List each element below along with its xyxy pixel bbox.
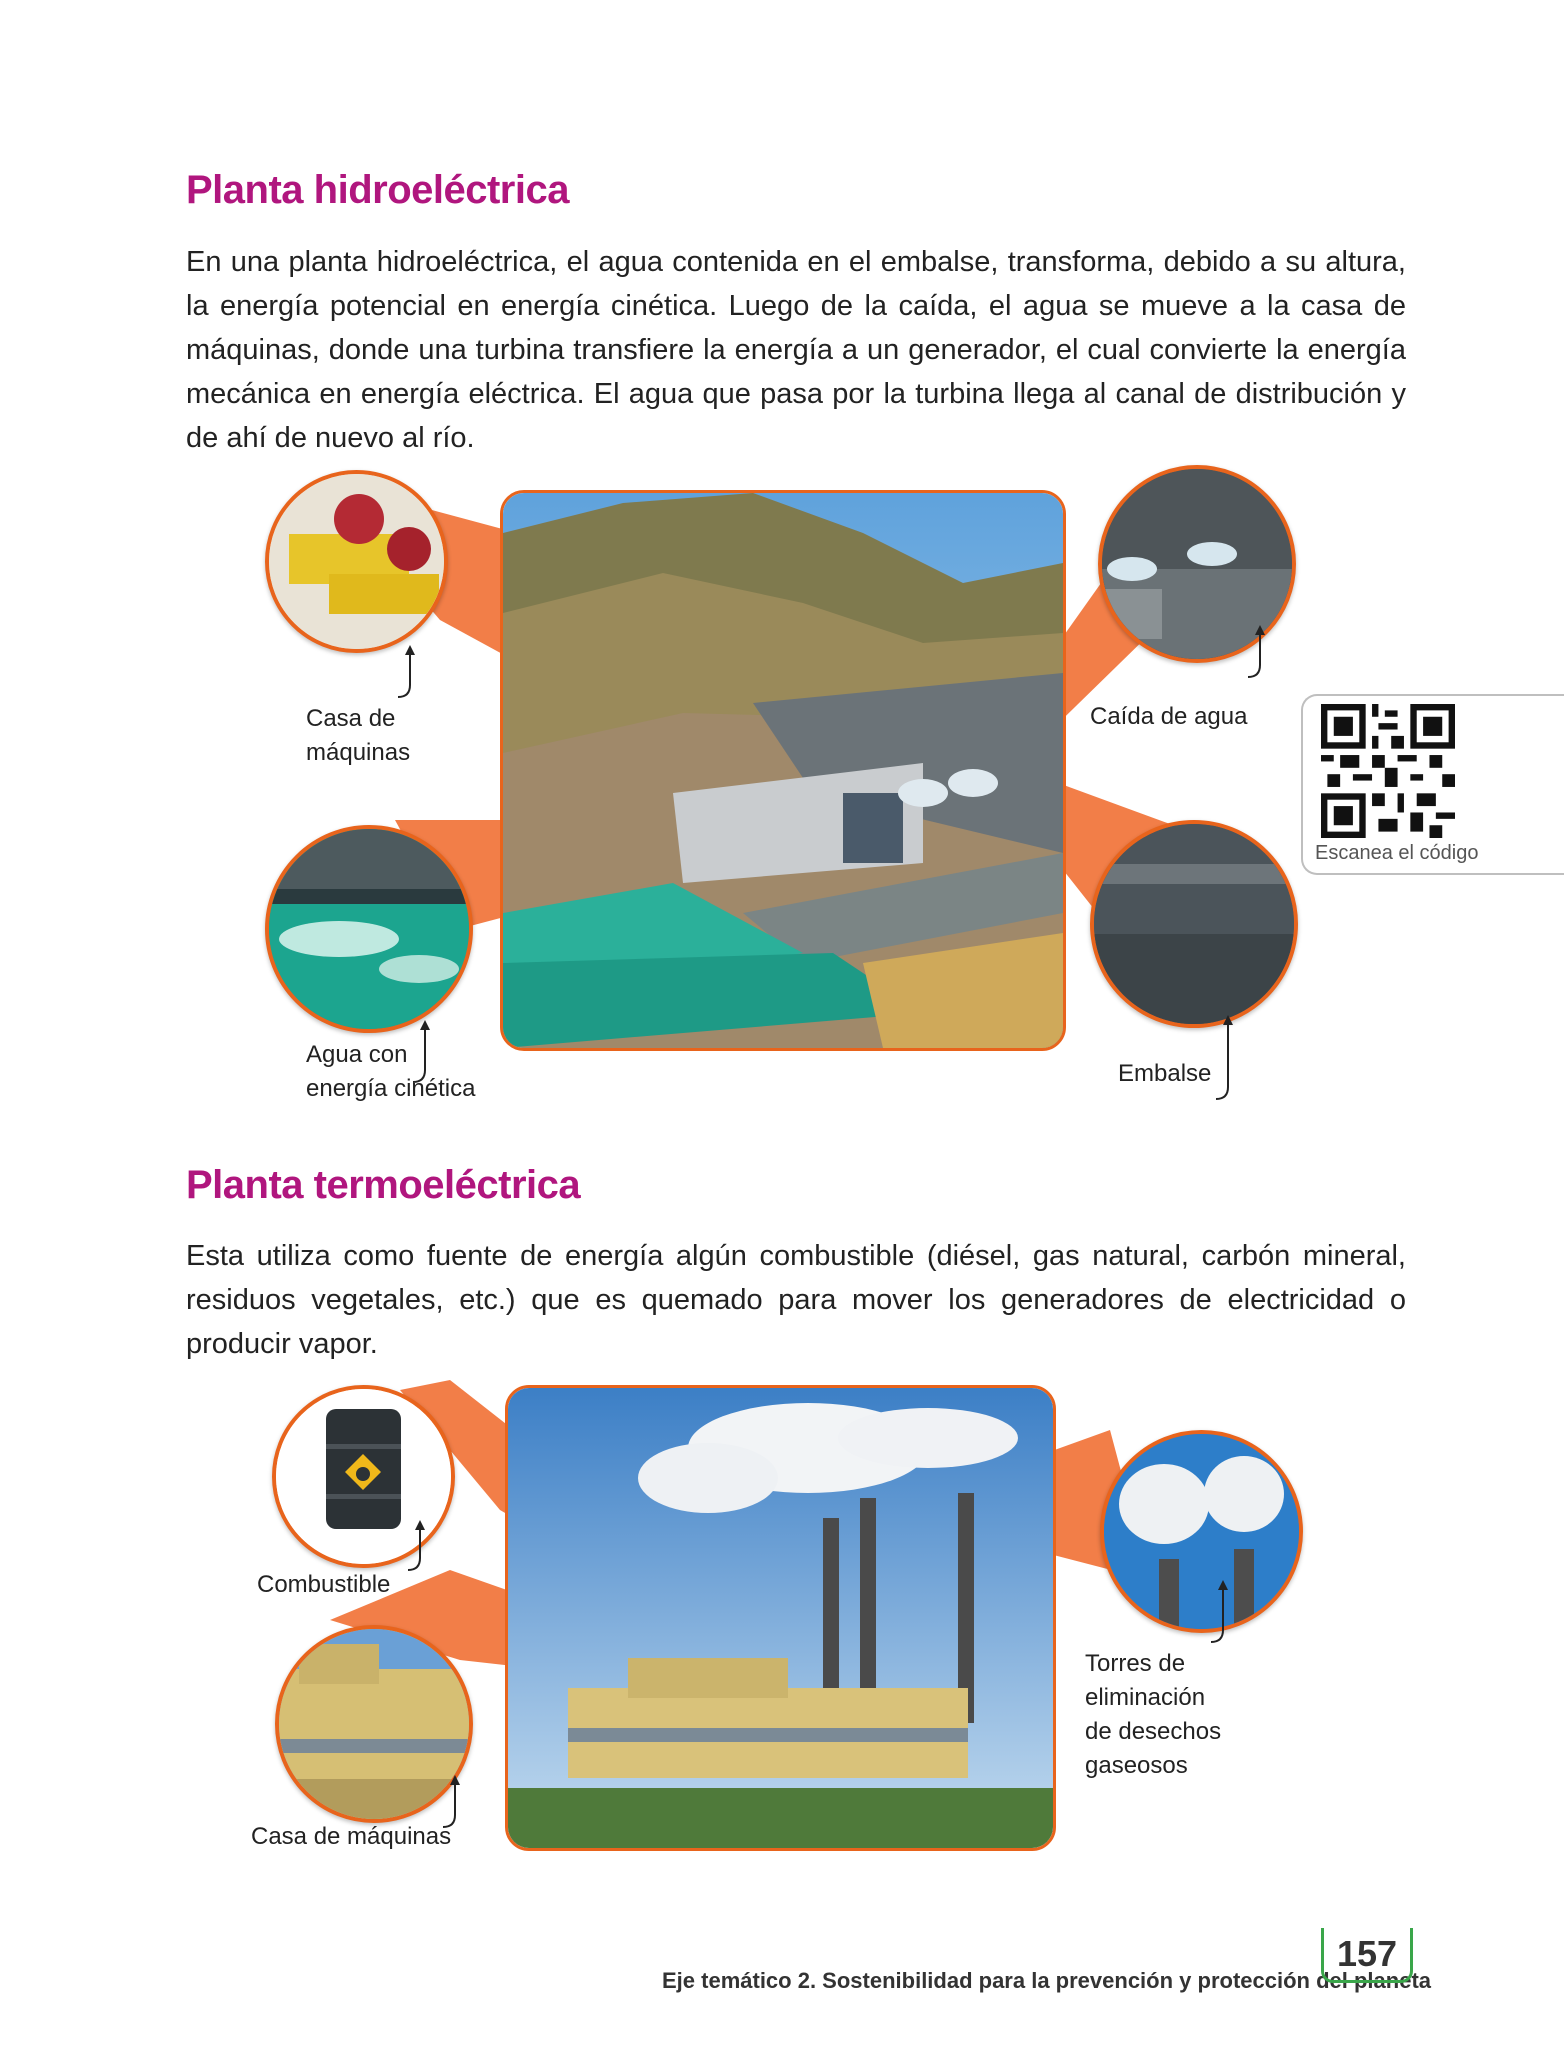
turbulent-water-image: [269, 829, 469, 1029]
thermo-plant-illustration: [508, 1388, 1053, 1848]
qr-code-box[interactable]: [1301, 694, 1564, 875]
label-casa-line1: Casa de: [306, 705, 396, 732]
hydro-dam-photo: [500, 490, 1066, 1051]
reservoir-wall-image: [1094, 824, 1294, 1024]
label-caida-de-agua: Caída de agua: [1090, 703, 1248, 730]
label-torres-line3: de desechos: [1085, 1718, 1222, 1745]
label-torres: [1085, 1647, 1221, 1783]
thermo-circle-chimneys: [1100, 1430, 1303, 1633]
label-torres-line4: gaseosos: [1085, 1752, 1188, 1779]
chimneys-image: [1104, 1434, 1299, 1629]
label-combustible: Combustible: [257, 1571, 391, 1598]
arrow-torres: [1208, 1580, 1238, 1650]
label-casa-de-maquinas: [306, 702, 410, 770]
arrow-casa: [395, 645, 425, 705]
label-casa-line2: máquinas: [306, 739, 411, 766]
thermo-paragraph: Esta utiliza como fuente de energía algún combustible (diésel, gas natural, carbón mineral, residuos vegetales, etc.) que es quemado para mover los generadores de electricidad o producir vapor.: [186, 1240, 1406, 1360]
page-number: 157: [1321, 1928, 1413, 1983]
qr-code-icon[interactable]: [1321, 704, 1455, 838]
hydro-circle-turbines: [265, 470, 448, 653]
label-torres-line2: eliminación: [1085, 1684, 1206, 1711]
thermo-figure: [0, 1370, 1564, 1870]
turbines-image: [269, 474, 444, 649]
arrow-combustible: [405, 1520, 435, 1580]
label-agua-con-energia: [306, 1038, 475, 1106]
thermo-heading: Planta termoeléctrica: [186, 1163, 581, 1207]
qr-caption: Escanea el código: [1315, 842, 1479, 864]
label-torres-line1: Torres de: [1085, 1650, 1186, 1677]
thermo-plant-photo: [505, 1385, 1056, 1851]
label-agua-line2: energía cinética: [306, 1075, 476, 1102]
label-agua-line1: Agua con: [306, 1041, 408, 1068]
arrow-embalse: [1213, 1015, 1243, 1105]
hydro-paragraph: En una planta hidroeléctrica, el agua contenida en el embalse, transforma, debido a su altura, la energía potencial en energía cinética. Luego de la caída, el agua se mueve a la casa de máquinas, donde una turbina transfiere la energía a un generador, el cual convierte la energía mecánica en energía eléctrica. El agua que pasa por la turbina llega al canal de distribución y de ahí de nuevo al río.: [186, 246, 1406, 454]
hydro-dam-illustration: [503, 493, 1063, 1048]
footer-axis-text: Eje temático 2. Sostenibilidad para la prevención y protección del planeta: [662, 1968, 1432, 1993]
arrow-caida: [1245, 625, 1275, 685]
hydro-heading: Planta hidroeléctrica: [186, 168, 569, 212]
hydro-circle-water: [265, 825, 473, 1033]
hydro-circle-reservoir: [1090, 820, 1298, 1028]
label-embalse: Embalse: [1118, 1060, 1212, 1087]
label-casa-de-maquinas-termo: Casa de máquinas: [251, 1823, 452, 1850]
